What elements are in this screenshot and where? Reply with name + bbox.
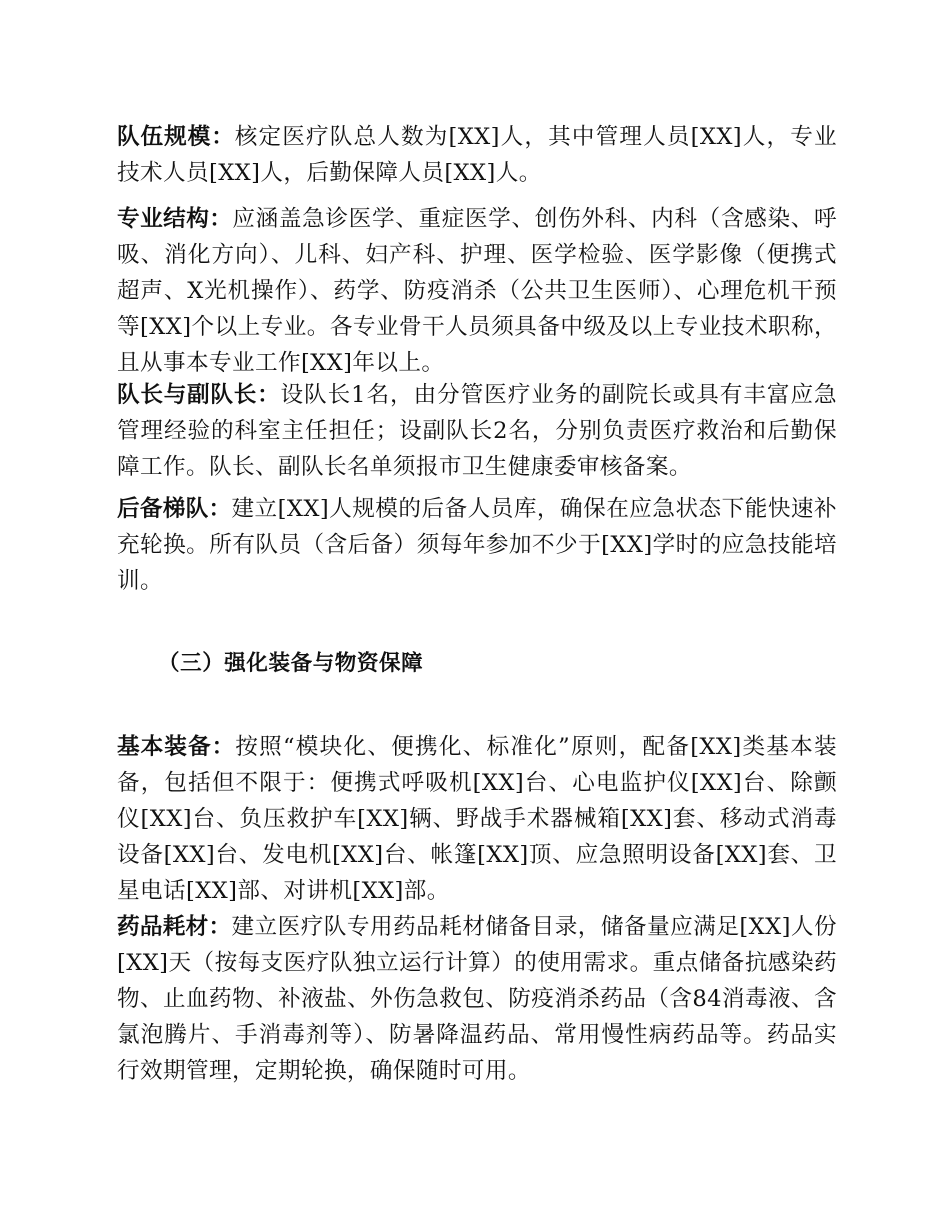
paragraph-body: 建立[XX]人规模的后备人员库，确保在应急状态下能快速补充轮换。所有队员（含后备）须每年参加不少于[XX]学时的应急技能培训。 [117, 496, 838, 594]
paragraph-basic-equipment [117, 729, 837, 909]
section-heading: （三）强化装备与物资保障 [158, 651, 424, 676]
paragraph-lead: 队长与副队长： [117, 382, 281, 408]
paragraph-lead: 专业结构： [117, 206, 233, 232]
paragraph-drugs-supplies [117, 909, 837, 1089]
paragraph-team-leaders [117, 377, 837, 485]
paragraph-lead: 药品耗材： [117, 914, 232, 940]
paragraph-reserve-team [117, 491, 837, 599]
paragraph-body: 设队长1名，由分管医疗业务的副院长或具有丰富应急管理经验的科室主任担任；设副队长2名，分别负责医疗救治和后勤保障工作。队长、副队长名单须报市卫生健康委审核备案。 [117, 382, 837, 480]
paragraph-team-size [117, 119, 837, 191]
paragraph-lead: 基本装备： [117, 734, 236, 760]
paragraph-body: 应涵盖急诊医学、重症医学、创伤外科、内科（含感染、呼吸、消化方向）、儿科、妇产科、护理、医学检验、医学影像（便携式超声、X光机操作）、药学、防疫消杀（公共卫生医师）、心理危机干预等[XX]个以上专业。各专业骨干人员须具备中级及以上专业技术职称，且从事本专业工作[XX]年以上。 [117, 206, 838, 376]
paragraph-lead: 队伍规模： [117, 124, 235, 150]
paragraph-body: 按照“模块化、便携化、标准化”原则，配备[XX]类基本装备，包括但不限于：便携式呼吸机[XX]台、心电监护仪[XX]台、除颤仪[XX]台、负压救护车[XX]辆、野战手术器械箱[XX]套、移动式消毒设备[XX]台、发电机[XX]台、帐篷[XX]顶、应急照明设备[XX]套、卫星电话[XX]部、对讲机[XX]部。 [117, 734, 838, 904]
paragraph-body: 核定医疗队总人数为[XX]人，其中管理人员[XX]人，专业技术人员[XX]人，后勤保障人员[XX]人。 [117, 124, 838, 186]
paragraph-body: 建立医疗队专用药品耗材储备目录，储备量应满足[XX]人份[XX]天（按每支医疗队独立运行计算）的使用需求。重点储备抗感染药物、止血药物、补液盐、外伤急救包、防疫消杀药品（含84消毒液、含氯泡腾片、手消毒剂等）、防暑降温药品、常用慢性病药品等。药品实行效期管理，定期轮换，确保随时可用。 [117, 914, 838, 1084]
paragraph-lead: 后备梯队： [117, 496, 232, 522]
paragraph-specialty-structure [117, 201, 837, 381]
